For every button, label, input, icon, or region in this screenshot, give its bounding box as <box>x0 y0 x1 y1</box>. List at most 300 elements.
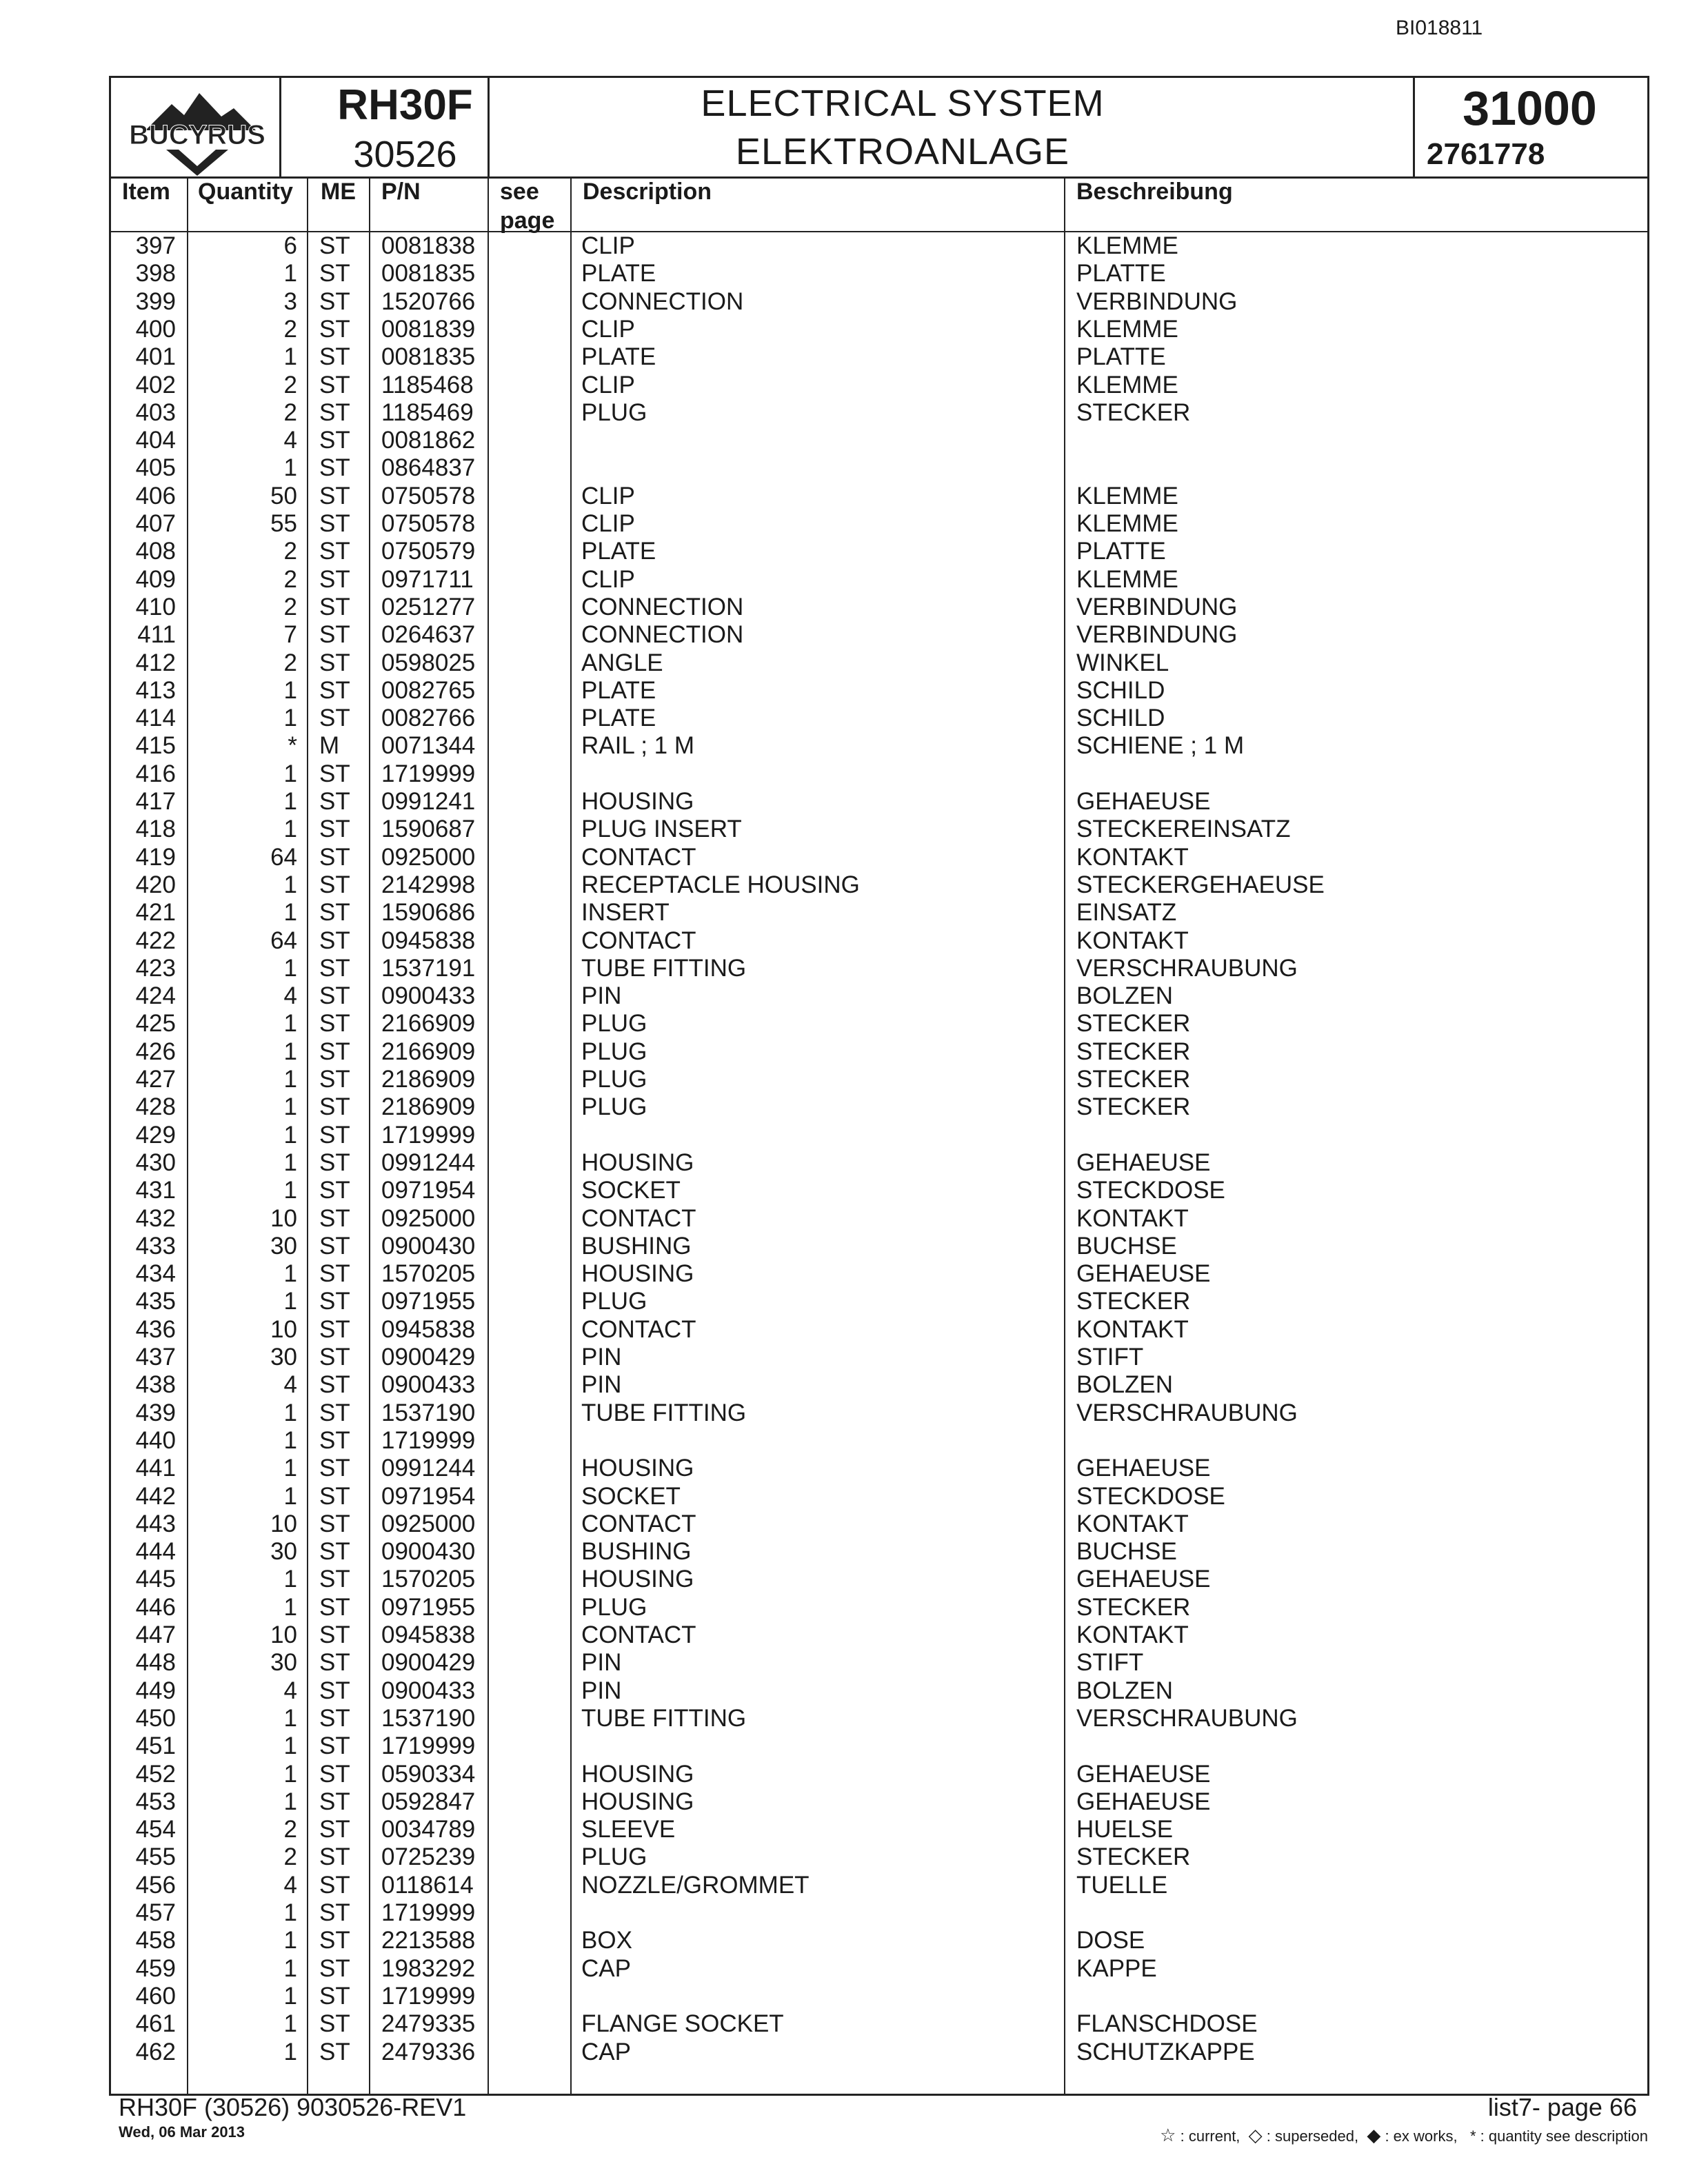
cell-me: ST <box>319 398 350 426</box>
cell-beschreibung: GEHAEUSE <box>1076 1788 1211 1815</box>
cell-description: PLUG <box>581 1843 647 1871</box>
cell-me: ST <box>319 1344 350 1371</box>
cell-item: 449 <box>135 1677 176 1704</box>
cell-beschreibung: KLEMME <box>1076 232 1178 259</box>
cell-item: 412 <box>135 649 176 676</box>
table-row <box>111 1122 1647 1149</box>
cell-item: 414 <box>135 705 176 732</box>
table-row <box>111 788 1647 816</box>
cell-item: 444 <box>135 1538 176 1566</box>
cell-item: 400 <box>135 315 176 343</box>
cell-me: ST <box>319 843 350 871</box>
cell-me: ST <box>319 2010 350 2038</box>
cell-quantity: 4 <box>283 1871 297 1899</box>
table-row <box>111 1955 1647 1983</box>
svg-text:BUCYRUS: BUCYRUS <box>129 120 265 150</box>
cell-description: PLATE <box>581 676 656 704</box>
cell-description: CLIP <box>581 482 635 509</box>
cell-description: PLUG <box>581 1593 647 1621</box>
cell-item: 440 <box>135 1426 176 1454</box>
cell-me: ST <box>319 1315 350 1343</box>
cell-part-number: 0118614 <box>381 1871 474 1899</box>
cell-item: 413 <box>135 676 176 704</box>
cell-quantity: 2 <box>283 538 297 565</box>
cell-description: CONTACT <box>581 1315 696 1343</box>
cell-part-number: 0081839 <box>381 315 476 343</box>
cell-me: ST <box>319 1288 350 1315</box>
table-row <box>111 1649 1647 1677</box>
cell-beschreibung: GEHAEUSE <box>1076 1149 1211 1176</box>
cell-item: 443 <box>135 1510 176 1537</box>
table-row <box>111 1899 1647 1927</box>
cell-beschreibung: KLEMME <box>1076 510 1178 537</box>
cell-part-number: 0900429 <box>381 1649 476 1677</box>
star-icon: ☆ <box>1160 2125 1176 2145</box>
cell-quantity: 4 <box>283 982 297 1010</box>
cell-item: 448 <box>135 1649 176 1677</box>
cell-quantity: 64 <box>270 927 297 954</box>
table-row <box>111 232 1647 260</box>
table-row <box>111 1843 1647 1871</box>
table-row <box>111 1927 1647 1954</box>
cell-item: 411 <box>137 621 176 649</box>
cell-item: 398 <box>135 260 176 287</box>
cell-me: ST <box>319 1704 350 1732</box>
cell-quantity: 30 <box>270 1232 297 1260</box>
table-row <box>111 844 1647 871</box>
cell-quantity: 1 <box>283 1982 297 2010</box>
cell-part-number: 0945838 <box>381 1315 476 1343</box>
column-header-me: ME <box>321 179 356 205</box>
cell-item: 434 <box>135 1260 176 1288</box>
cell-description: PIN <box>581 1371 622 1399</box>
cell-me: ST <box>319 1566 350 1593</box>
cell-me: ST <box>319 982 350 1010</box>
cell-part-number: 1520766 <box>381 287 476 315</box>
cell-part-number: 2186909 <box>381 1093 476 1121</box>
cell-item: 446 <box>135 1593 176 1621</box>
cell-description: HOUSING <box>581 1788 694 1815</box>
cell-beschreibung: STECKERGEHAEUSE <box>1076 871 1325 898</box>
cell-description: CLIP <box>581 565 635 593</box>
cell-item: 403 <box>135 398 176 426</box>
cell-beschreibung: STECKEREINSATZ <box>1076 816 1291 843</box>
table-row <box>111 871 1647 899</box>
cell-description: TUBE FITTING <box>581 954 747 982</box>
cell-quantity: 30 <box>270 1344 297 1371</box>
cell-me: ST <box>319 816 350 843</box>
table-row <box>111 594 1647 621</box>
cell-part-number: 0900433 <box>381 1371 476 1399</box>
cell-me: ST <box>319 927 350 954</box>
table-row <box>111 1260 1647 1288</box>
table-row <box>111 1344 1647 1371</box>
cell-part-number: 0925000 <box>381 1204 476 1232</box>
cell-part-number: 0081835 <box>381 260 476 287</box>
cell-description: PLUG <box>581 1093 647 1121</box>
cell-quantity: 2 <box>283 371 297 398</box>
cell-me: ST <box>319 1260 350 1288</box>
diamond-filled-icon: ◆ <box>1367 2125 1381 2145</box>
cell-item: 402 <box>135 371 176 398</box>
cell-part-number: 2142998 <box>381 871 476 898</box>
cell-item: 454 <box>135 1816 176 1843</box>
cell-beschreibung: VERBINDUNG <box>1076 621 1238 649</box>
cell-quantity: 1 <box>283 260 297 287</box>
cell-description: CONTACT <box>581 1510 696 1537</box>
cell-description: CONTACT <box>581 843 696 871</box>
cell-me: ST <box>319 1871 350 1899</box>
table-row <box>111 2039 1647 2066</box>
cell-description: BUSHING <box>581 1232 692 1260</box>
table-row <box>111 2010 1647 2038</box>
cell-quantity: 1 <box>283 899 297 927</box>
cell-beschreibung: HUELSE <box>1076 1816 1174 1843</box>
cell-description: CAP <box>581 2038 631 2065</box>
cell-beschreibung: KONTAKT <box>1076 1510 1189 1537</box>
cell-part-number: 0991244 <box>381 1149 476 1176</box>
cell-me: ST <box>319 1788 350 1815</box>
cell-quantity: 1 <box>283 1566 297 1593</box>
cell-part-number: 0081835 <box>381 343 476 371</box>
table-row <box>111 1705 1647 1732</box>
cell-part-number: 2166909 <box>381 1038 476 1065</box>
cell-me: ST <box>319 1010 350 1038</box>
table-row <box>111 816 1647 843</box>
cell-item: 424 <box>135 982 176 1010</box>
cell-me: ST <box>319 1038 350 1065</box>
cell-description: SLEEVE <box>581 1816 676 1843</box>
cell-beschreibung: KONTAKT <box>1076 1621 1189 1648</box>
cell-quantity: 1 <box>283 1455 297 1482</box>
cell-description: PLATE <box>581 260 656 287</box>
cell-item: 421 <box>135 899 176 927</box>
cell-item: 406 <box>135 482 176 509</box>
cell-description: HOUSING <box>581 1566 694 1593</box>
cell-quantity: 1 <box>283 1010 297 1038</box>
cell-quantity: 4 <box>283 1371 297 1399</box>
cell-beschreibung: WINKEL <box>1076 649 1169 676</box>
cell-quantity: 1 <box>283 1593 297 1621</box>
cell-quantity: 1 <box>283 705 297 732</box>
table-row <box>111 1316 1647 1344</box>
table-row <box>111 1205 1647 1233</box>
cell-part-number: 0900430 <box>381 1232 476 1260</box>
cell-quantity: 1 <box>283 1399 297 1426</box>
cell-description: HOUSING <box>581 1149 694 1176</box>
cell-description: RAIL ; 1 M <box>581 732 695 760</box>
cell-quantity: 1 <box>283 1732 297 1760</box>
cell-beschreibung: SCHIENE ; 1 M <box>1076 732 1245 760</box>
cell-quantity: 1 <box>283 1760 297 1788</box>
cell-me: ST <box>319 954 350 982</box>
cell-part-number: 0900429 <box>381 1344 476 1371</box>
cell-description: CLIP <box>581 232 635 259</box>
cell-part-number: 0750578 <box>381 482 476 509</box>
cell-part-number: 1719999 <box>381 1426 476 1454</box>
cell-item: 429 <box>135 1121 176 1149</box>
cell-part-number: 1185468 <box>381 371 474 398</box>
cell-item: 439 <box>135 1399 176 1426</box>
cell-quantity: 50 <box>270 482 297 509</box>
cell-item: 462 <box>135 2038 176 2065</box>
table-row <box>111 649 1647 677</box>
table-row <box>111 1621 1647 1649</box>
cell-part-number: 0971955 <box>381 1593 476 1621</box>
cell-quantity: 1 <box>283 1038 297 1065</box>
cell-part-number: 0264637 <box>381 621 476 649</box>
cell-description: PIN <box>581 1344 622 1371</box>
cell-part-number: 1537190 <box>381 1704 476 1732</box>
cell-item: 415 <box>135 732 176 760</box>
cell-beschreibung: BUCHSE <box>1076 1232 1177 1260</box>
cell-me: ST <box>319 1816 350 1843</box>
table-row <box>111 399 1647 427</box>
cell-beschreibung: BOLZEN <box>1076 1371 1174 1399</box>
section-title-german: ELEKTROANLAGE <box>735 131 1070 172</box>
cell-beschreibung: BOLZEN <box>1076 1677 1174 1704</box>
cell-part-number: 1719999 <box>381 1121 476 1149</box>
cell-part-number: 2186909 <box>381 1066 476 1093</box>
cell-beschreibung: TUELLE <box>1076 1871 1168 1899</box>
cell-quantity: 1 <box>283 454 297 482</box>
table-row <box>111 1371 1647 1399</box>
cell-quantity: * <box>288 732 297 760</box>
cell-item: 457 <box>135 1899 176 1926</box>
cell-item: 405 <box>135 454 176 482</box>
cell-quantity: 1 <box>283 1093 297 1121</box>
cell-me: ST <box>319 1399 350 1426</box>
cell-beschreibung: GEHAEUSE <box>1076 788 1211 815</box>
cell-description: SOCKET <box>581 1177 681 1204</box>
column-header-see-page: see <box>500 179 539 205</box>
cell-quantity: 1 <box>283 954 297 982</box>
cell-item: 438 <box>135 1371 176 1399</box>
cell-quantity: 1 <box>283 2010 297 2038</box>
cell-quantity: 2 <box>283 1816 297 1843</box>
cell-me: ST <box>319 1232 350 1260</box>
cell-description: CONNECTION <box>581 593 744 620</box>
cell-beschreibung: KLEMME <box>1076 371 1178 398</box>
cell-beschreibung: STECKER <box>1076 1010 1191 1038</box>
cell-description: FLANGE SOCKET <box>581 2010 784 2038</box>
cell-quantity: 10 <box>270 1510 297 1537</box>
cell-me: ST <box>319 593 350 620</box>
parts-list-frame <box>109 76 1649 2096</box>
cell-item: 427 <box>135 1066 176 1093</box>
table-row <box>111 1732 1647 1760</box>
cell-part-number: 0900430 <box>381 1538 476 1566</box>
table-row <box>111 705 1647 732</box>
cell-description: INSERT <box>581 899 670 927</box>
cell-item: 432 <box>135 1204 176 1232</box>
cell-quantity: 1 <box>283 1927 297 1954</box>
table-row <box>111 1983 1647 2010</box>
cell-part-number: 0725239 <box>381 1843 476 1871</box>
cell-me: ST <box>319 427 350 454</box>
cell-me: ST <box>319 1177 350 1204</box>
cell-me: ST <box>319 538 350 565</box>
cell-item: 417 <box>135 788 176 815</box>
cell-me: ST <box>319 1982 350 2010</box>
cell-description: HOUSING <box>581 1760 694 1788</box>
cell-beschreibung: STECKER <box>1076 1066 1191 1093</box>
column-header-item: Item <box>122 179 170 205</box>
table-row <box>111 1483 1647 1510</box>
table-row <box>111 316 1647 343</box>
table-row <box>111 760 1647 788</box>
cell-quantity: 1 <box>283 676 297 704</box>
table-row <box>111 621 1647 649</box>
cell-description: CONNECTION <box>581 621 744 649</box>
cell-item: 451 <box>135 1732 176 1760</box>
cell-item: 459 <box>135 1954 176 1982</box>
cell-me: ST <box>319 510 350 537</box>
cell-quantity: 10 <box>270 1204 297 1232</box>
cell-beschreibung: KONTAKT <box>1076 927 1189 954</box>
cell-description: PLUG <box>581 1038 647 1065</box>
cell-me: ST <box>319 1455 350 1482</box>
cell-part-number: 1537191 <box>381 954 476 982</box>
cell-me: ST <box>319 899 350 927</box>
cell-description: PLATE <box>581 538 656 565</box>
cell-description: PIN <box>581 1677 622 1704</box>
cell-me: ST <box>319 649 350 676</box>
cell-me: ST <box>319 1621 350 1648</box>
cell-quantity: 2 <box>283 1843 297 1871</box>
cell-description: RECEPTACLE HOUSING <box>581 871 860 898</box>
table-row <box>111 982 1647 1010</box>
cell-part-number: 0971954 <box>381 1177 476 1204</box>
cell-description: PIN <box>581 1649 622 1677</box>
cell-description: BOX <box>581 1927 632 1954</box>
cell-part-number: 0034789 <box>381 1816 476 1843</box>
cell-beschreibung: SCHILD <box>1076 705 1165 732</box>
cell-item: 397 <box>135 232 176 259</box>
table-row <box>111 1399 1647 1427</box>
cell-part-number: 0945838 <box>381 1621 476 1648</box>
cell-item: 418 <box>135 816 176 843</box>
diamond-outline-icon: ◇ <box>1248 2125 1263 2145</box>
cell-me: ST <box>319 1426 350 1454</box>
cell-part-number: 0971711 <box>381 565 474 593</box>
table-row <box>111 1510 1647 1538</box>
cell-item: 458 <box>135 1927 176 1954</box>
table-row <box>111 372 1647 399</box>
cell-me: ST <box>319 1204 350 1232</box>
cell-me: ST <box>319 621 350 649</box>
column-header-description: Description <box>583 179 712 205</box>
cell-description: SOCKET <box>581 1482 681 1510</box>
cell-me: ST <box>319 1066 350 1093</box>
cell-part-number: 0592847 <box>381 1788 476 1815</box>
table-row <box>111 1677 1647 1705</box>
cell-description: HOUSING <box>581 1260 694 1288</box>
table-row <box>111 510 1647 538</box>
cell-item: 419 <box>135 843 176 871</box>
cell-item: 431 <box>135 1177 176 1204</box>
cell-description: CONNECTION <box>581 287 744 315</box>
cell-part-number: 1983292 <box>381 1954 476 1982</box>
cell-part-number: 2213588 <box>381 1927 476 1954</box>
cell-beschreibung: STECKER <box>1076 1038 1191 1065</box>
cell-part-number: 0900433 <box>381 1677 476 1704</box>
cell-item: 437 <box>135 1344 176 1371</box>
cell-item: 442 <box>135 1482 176 1510</box>
cell-me: ST <box>319 760 350 787</box>
cell-quantity: 55 <box>270 510 297 537</box>
cell-description: PLATE <box>581 343 656 371</box>
cell-part-number: 0900433 <box>381 982 476 1010</box>
cell-part-number: 1590686 <box>381 899 476 927</box>
cell-beschreibung: STECKER <box>1076 1288 1191 1315</box>
cell-me: ST <box>319 1093 350 1121</box>
cell-quantity: 1 <box>283 1482 297 1510</box>
cell-quantity: 1 <box>283 1899 297 1926</box>
cell-beschreibung: SCHUTZKAPPE <box>1076 2038 1255 2065</box>
cell-quantity: 30 <box>270 1649 297 1677</box>
table-row <box>111 1149 1647 1177</box>
cell-item: 401 <box>135 343 176 371</box>
cell-description: CONTACT <box>581 1621 696 1648</box>
cell-item: 435 <box>135 1288 176 1315</box>
cell-description: NOZZLE/GROMMET <box>581 1871 810 1899</box>
cell-me: ST <box>319 788 350 815</box>
table-row <box>111 343 1647 371</box>
cell-description: CLIP <box>581 510 635 537</box>
cell-quantity: 1 <box>283 760 297 787</box>
cell-description: CAP <box>581 1954 631 1982</box>
cell-quantity: 2 <box>283 649 297 676</box>
model-number: 30526 <box>353 134 457 175</box>
table-row <box>111 1066 1647 1093</box>
table-row <box>111 1177 1647 1204</box>
cell-item: 461 <box>135 2010 176 2038</box>
cell-item: 460 <box>135 1982 176 2010</box>
cell-quantity: 1 <box>283 788 297 815</box>
cell-me: ST <box>319 454 350 482</box>
cell-me: ST <box>319 565 350 593</box>
cell-description: TUBE FITTING <box>581 1399 747 1426</box>
cell-part-number: 2479335 <box>381 2010 476 2038</box>
cell-me: ST <box>319 343 350 371</box>
cell-part-number: 0082765 <box>381 676 476 704</box>
cell-beschreibung: BOLZEN <box>1076 982 1174 1010</box>
legend-quantity: : quantity see description <box>1480 2127 1648 2145</box>
cell-beschreibung: DOSE <box>1076 1927 1145 1954</box>
cell-beschreibung: VERSCHRAUBUNG <box>1076 954 1298 982</box>
cell-description: CONTACT <box>581 927 696 954</box>
model-name: RH30F <box>337 81 473 129</box>
footer-date: Wed, 06 Mar 2013 <box>119 2123 245 2141</box>
cell-me: ST <box>319 1649 350 1677</box>
table-row <box>111 538 1647 565</box>
cell-beschreibung: PLATTE <box>1076 343 1166 371</box>
cell-beschreibung: KLEMME <box>1076 482 1178 509</box>
table-row <box>111 1538 1647 1566</box>
cell-part-number: 0071344 <box>381 732 476 760</box>
cell-me: ST <box>319 1538 350 1566</box>
cell-description: TUBE FITTING <box>581 1704 747 1732</box>
cell-beschreibung: GEHAEUSE <box>1076 1760 1211 1788</box>
column-header-quantity: Quantity <box>198 179 293 205</box>
column-header-see-page: page <box>500 208 555 234</box>
cell-quantity: 1 <box>283 1177 297 1204</box>
cell-quantity: 1 <box>283 343 297 371</box>
asterisk-icon: * <box>1469 2127 1476 2145</box>
cell-beschreibung: STECKER <box>1076 1093 1191 1121</box>
cell-me: ST <box>319 1760 350 1788</box>
